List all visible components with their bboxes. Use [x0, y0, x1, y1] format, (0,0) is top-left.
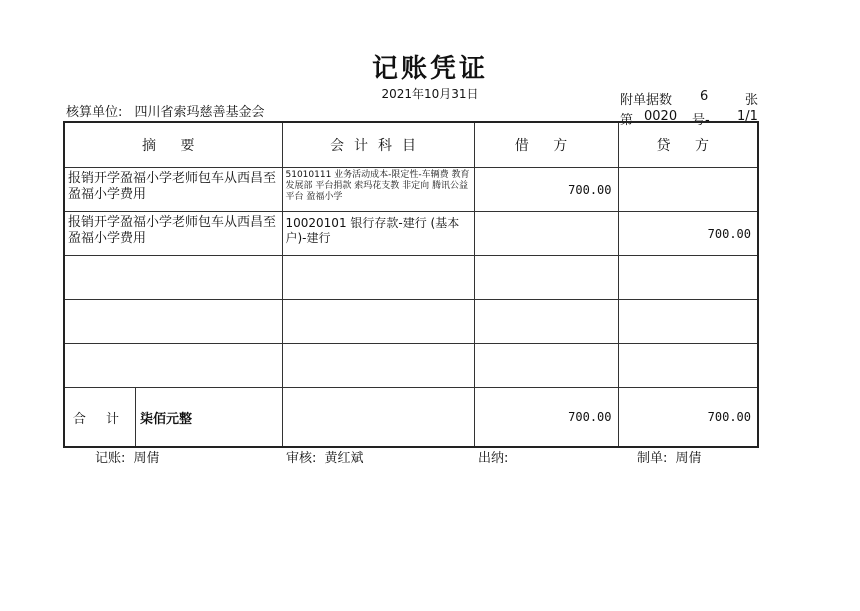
row-debit: 700.00: [474, 168, 618, 212]
accounting-unit: [66, 101, 265, 120]
total-credit: 700.00: [618, 388, 758, 448]
voucher-no-suffix: 号-: [692, 113, 710, 128]
total-row: [64, 388, 758, 448]
reviewer-name: 黄红斌: [324, 451, 364, 466]
accounting-unit-label: 核算单位:: [66, 105, 123, 120]
table-row-empty: [64, 300, 758, 344]
row-credit: 700.00: [618, 212, 758, 256]
table-header-row: [64, 122, 758, 168]
table-row-empty: [64, 344, 758, 388]
total-cell: [64, 388, 282, 448]
row-debit: [474, 212, 618, 256]
total-account-empty: [282, 388, 474, 448]
bookkeeper-label: 记账:: [95, 451, 126, 466]
voucher-no-prefix: 第: [620, 113, 634, 128]
voucher-page: 1/1: [737, 109, 758, 124]
total-amount-words: 柒佰元整: [140, 411, 193, 427]
row-credit: [618, 168, 758, 212]
header-debit: 借 方: [474, 122, 618, 168]
row-summary: 报销开学盈福小学老师包车从西昌至盈福小学费用: [64, 168, 282, 212]
table-row: [64, 212, 758, 256]
row-account: 10020101 银行存款-建行 (基本户)-建行: [282, 212, 474, 256]
header-summary: 摘 要: [64, 122, 282, 168]
voucher-title: 记账凭证: [371, 54, 488, 84]
row-summary: 报销开学盈福小学老师包车从西昌至盈福小学费用: [64, 212, 282, 256]
cashier-label: 出纳:: [478, 451, 509, 466]
preparer-name: 周倩: [675, 451, 702, 466]
row-account: 51010111 业务活动成本-限定性-车辆费 教育发展部 平台捐款 索玛花支教 非定向 腾讯公益平台 盈福小学: [282, 168, 474, 212]
total-label: 合 计: [65, 388, 136, 446]
voucher-table: [63, 121, 759, 448]
total-debit: 700.00: [474, 388, 618, 448]
header-credit: 贷 方: [618, 122, 758, 168]
header-account: 会计科目: [282, 122, 474, 168]
table-row-empty: [64, 256, 758, 300]
attachments-unit: 张: [745, 93, 759, 108]
bookkeeper-name: 周倩: [133, 451, 160, 466]
attachments-label: 附单据数: [620, 93, 673, 108]
bookkeeper: [95, 447, 160, 466]
reviewer: [286, 447, 364, 466]
attachments-count: 6: [700, 89, 709, 104]
accounting-unit-value: 四川省索玛慈善基金会: [134, 105, 265, 120]
preparer-label: 制单:: [637, 451, 668, 466]
voucher-date: 2021年10月31日: [381, 87, 479, 101]
table-row: [64, 168, 758, 212]
voucher-no-number: 0020: [644, 109, 678, 124]
preparer: [637, 447, 702, 466]
cashier: [478, 447, 512, 466]
reviewer-label: 审核:: [286, 451, 317, 466]
